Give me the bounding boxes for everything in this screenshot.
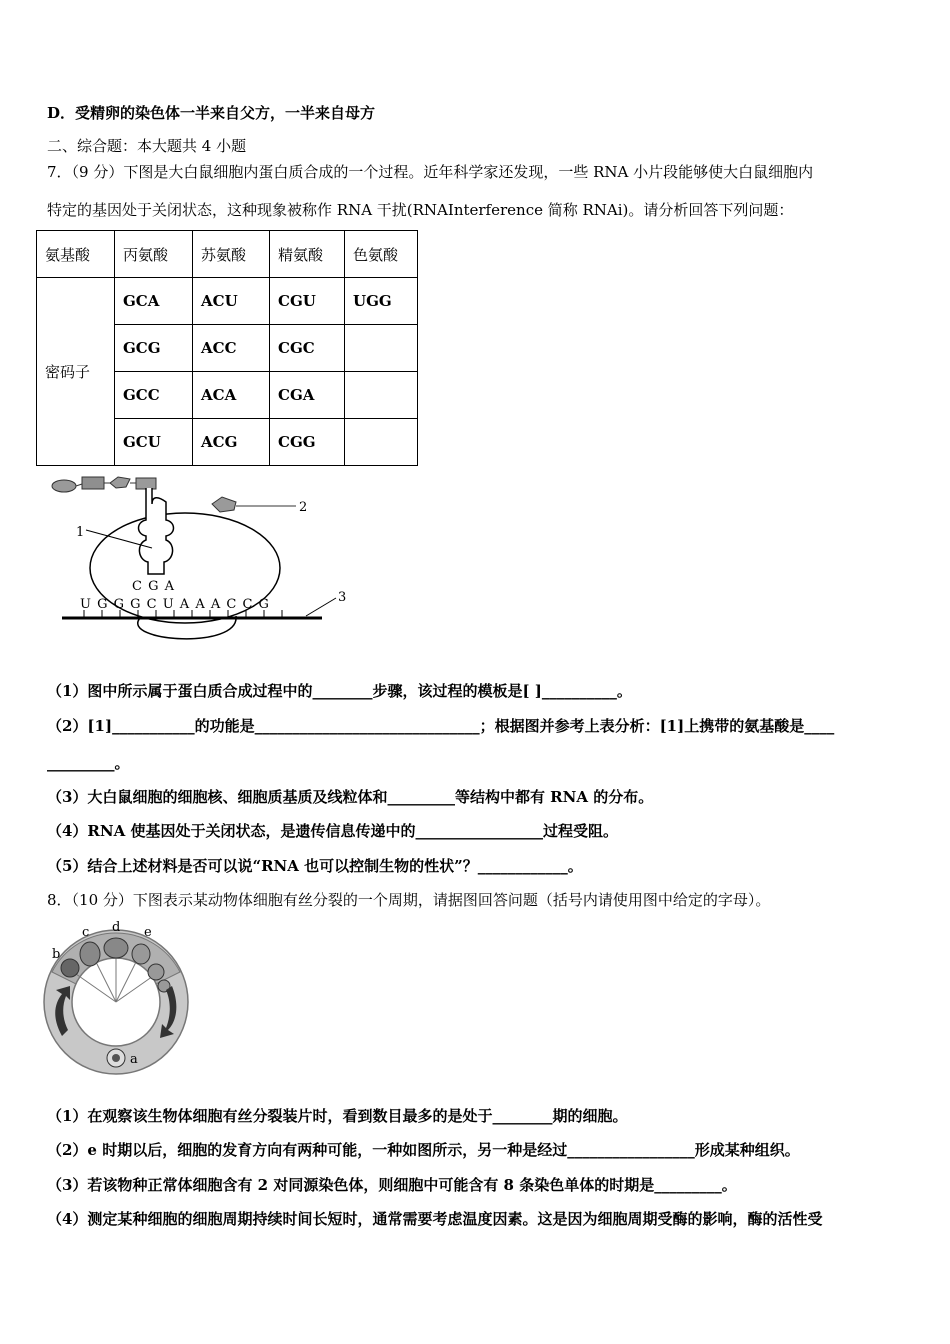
amino-acid-shape [212, 497, 236, 512]
amino-acid-shape [82, 477, 104, 489]
table-cell: CGC [270, 325, 345, 372]
q7-sub2a: （2）[1]___________的功能是______________________________；根据图并参考上表分析：[1]上携带的氨基酸是____ [47, 717, 835, 735]
table-header-cell: 氨基酸 [37, 231, 115, 278]
q7-sub1: （1）图中所示属于蛋白质合成过程中的________步骤，该过程的模板是[ ]__________。 [47, 682, 632, 700]
table-cell: ACA [193, 372, 270, 419]
q7-sub2b: _________。 [47, 754, 130, 772]
q8-sub3: （3）若该物种正常体细胞含有 2 对同源染色体，则细胞中可能含有 8 条染色单体的时期是_________。 [47, 1176, 737, 1194]
table-cell: GCG [115, 325, 193, 372]
translation-diagram [40, 470, 360, 650]
q8-sub4: （4）测定某种细胞的细胞周期持续时间长短时，通常需要考虑温度因素。这是因为细胞周期受酶的影响，酶的活性受 [47, 1210, 823, 1228]
diagram-label-b: b [52, 947, 61, 962]
q8-intro: 8．（10 分）下图表示某动物体细胞有丝分裂的一个周期，请据图回答问题（括号内请使用图中给定的字母）。 [47, 891, 771, 909]
table-cell: CGG [270, 419, 345, 466]
q8-sub2: （2）e 时期以后，细胞的发育方向有两种可能，一种如图所示，另一种是经过_________________形成某种组织。 [47, 1141, 800, 1159]
q7-sub4: （4）RNA 使基因处于关闭状态，是遗传信息传递中的_________________过程受阻。 [47, 822, 618, 840]
q7-intro-line1: 7．（9 分）下图是大白鼠细胞内蛋白质合成的一个过程。近年科学家还发现，一些 RNA 小片段能够使大白鼠细胞内 [47, 163, 814, 181]
q7-sub3: （3）大白鼠细胞的细胞核、细胞质基质及线粒体和_________等结构中都有 RNA 的分布。 [47, 788, 654, 806]
table-cell: ACG [193, 419, 270, 466]
table-cell: CGA [270, 372, 345, 419]
table-cell: CGU [270, 278, 345, 325]
diagram-label-1: 1 [76, 525, 85, 540]
cell-e1 [132, 944, 150, 964]
diagram-label-2: 2 [299, 500, 308, 515]
section-heading: 二、综合题：本大题共 4 小题 [47, 137, 247, 155]
amino-acid-shape [52, 480, 76, 492]
table-cell [345, 372, 418, 419]
table-header-cell: 丙氨酸 [115, 231, 193, 278]
mrna-sequence: U G G G C U A A A C C G [80, 597, 270, 612]
cell-cycle-diagram [40, 918, 200, 1078]
table-header-cell: 精氨酸 [270, 231, 345, 278]
q6-option-d: D．受精卵的染色体一半来自父方，一半来自母方 [47, 104, 376, 122]
table-cell: GCU [115, 419, 193, 466]
table-header-cell: 色氨酸 [345, 231, 418, 278]
cell-e2 [148, 964, 164, 980]
table-cell: ACC [193, 325, 270, 372]
codon-table [36, 230, 418, 466]
table-cell [345, 325, 418, 372]
cell-c [80, 942, 100, 966]
table-cell: GCA [115, 278, 193, 325]
table-row-label: 密码子 [37, 278, 115, 466]
diagram-label-3: 3 [338, 590, 347, 605]
table-cell: ACU [193, 278, 270, 325]
anticodon-text: C G A [132, 579, 175, 594]
q7-sub5: （5）结合上述材料是否可以说“RNA 也可以控制生物的性状”？____________。 [47, 857, 583, 875]
q8-sub1: （1）在观察该生物体细胞有丝分裂装片时，看到数目最多的是处于________期的细胞。 [47, 1107, 628, 1125]
diagram-label-d: d [112, 920, 121, 935]
q7-intro-line2: 特定的基因处于关闭状态，这种现象被称作 RNA 干扰(RNAInterference 简称 RNAi)。请分析回答下列问题： [47, 201, 794, 219]
cell-b [61, 959, 79, 977]
diagram-label-e: e [144, 925, 152, 940]
table-header-cell: 苏氨酸 [193, 231, 270, 278]
amino-acid-shape [136, 478, 156, 489]
table-cell: UGG [345, 278, 418, 325]
table-cell: GCC [115, 372, 193, 419]
amino-acid-shape [110, 477, 130, 488]
trna [139, 488, 174, 574]
cell-d [104, 938, 128, 958]
diagram-label-c: c [82, 925, 90, 940]
diagram-label-a: a [130, 1052, 138, 1067]
table-cell [345, 419, 418, 466]
